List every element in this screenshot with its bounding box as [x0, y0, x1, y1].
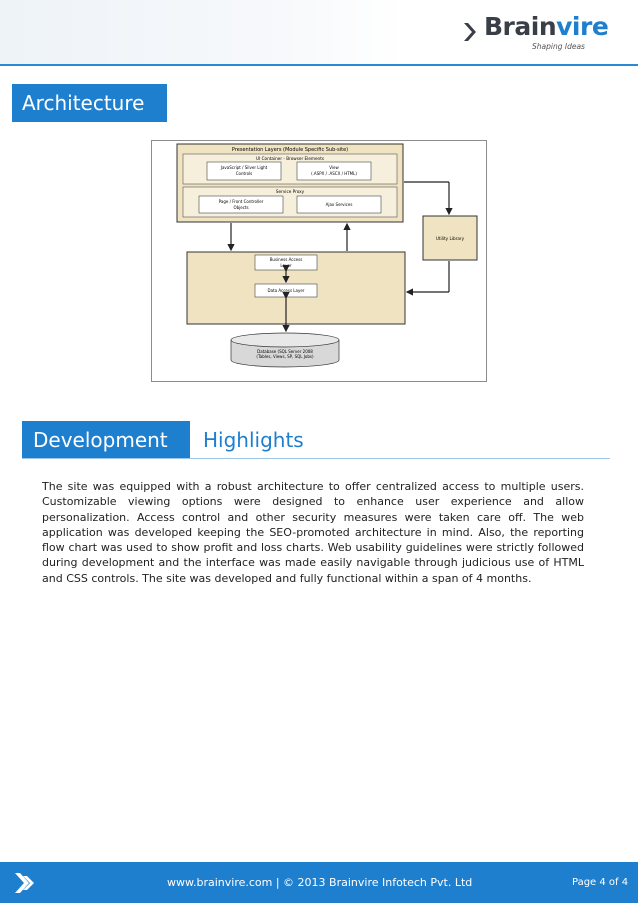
presentation-layers-label: Presentation Layers (Module Specific Sub-site) — [231, 147, 349, 153]
database-label-1: Database (SQL Server 2008 — [257, 349, 313, 354]
footer-copyright[interactable]: www.brainvire.com | © 2013 Brainvire Infotech Pvt. Ltd — [167, 876, 473, 889]
database-label-2: (Tables, Views, SP, SQL Jobs) — [256, 354, 314, 359]
logo-chevron-icon — [462, 20, 482, 44]
page-controller-label-1: Page / Front Controller — [218, 199, 264, 204]
page-number: Page 4 of 4 — [572, 877, 629, 888]
development-divider — [22, 458, 610, 459]
development-paragraph: The site was equipped with a robust architecture to offer centralized access to multiple users. Customizable viewing options were designed to enhance user experience and allow personalization. Access control and other security measures were taken care off. The web application was developed keeping the SEO-promoted architecture in mind. Also, the reporting flow chart was used to show profit and loss charts. Web usability guidelines were strictly followed during development and the interface was made easily navigable through judicious use of HTML and CSS controls. The site was developed and fully functional within a span of 4 months. — [42, 480, 584, 585]
utility-library-label: Utility Library — [435, 236, 465, 241]
js-controls-label-2: Controls — [235, 171, 253, 176]
business-access-label-1: Business Access — [269, 257, 303, 262]
architecture-heading: Architecture — [12, 84, 167, 122]
development-heading: Development — [22, 421, 190, 459]
brainvire-logo[interactable] — [462, 14, 622, 50]
page-controller-label-2: Objects — [233, 205, 249, 210]
logo-wordmark — [484, 12, 608, 41]
footer-bar — [0, 862, 638, 903]
database-cylinder-top — [231, 333, 339, 347]
logo-tagline: Shaping Ideas — [532, 42, 585, 51]
business-access-label-2: Layer — [280, 263, 292, 268]
architecture-diagram — [151, 140, 487, 382]
js-controls-label-1: JavaScript / Silver Light — [220, 165, 268, 170]
brainvire-chevron-icon — [12, 870, 38, 896]
ajax-services-label: Ajax Services — [325, 202, 353, 207]
ui-container-label: UI Container - Browser Elements — [255, 156, 325, 161]
header-divider — [0, 64, 638, 66]
view-label-2: (.ASPX / .ASCX / HTML) — [311, 171, 357, 176]
logo-vire: vire — [556, 12, 609, 41]
header-band — [0, 0, 405, 64]
highlights-heading: Highlights — [203, 428, 304, 452]
logo-brain: Brain — [484, 12, 557, 41]
view-label-1: View — [329, 165, 339, 170]
service-proxy-label: Service Proxy — [275, 189, 305, 194]
data-access-label: Data Access Layer — [267, 288, 305, 293]
